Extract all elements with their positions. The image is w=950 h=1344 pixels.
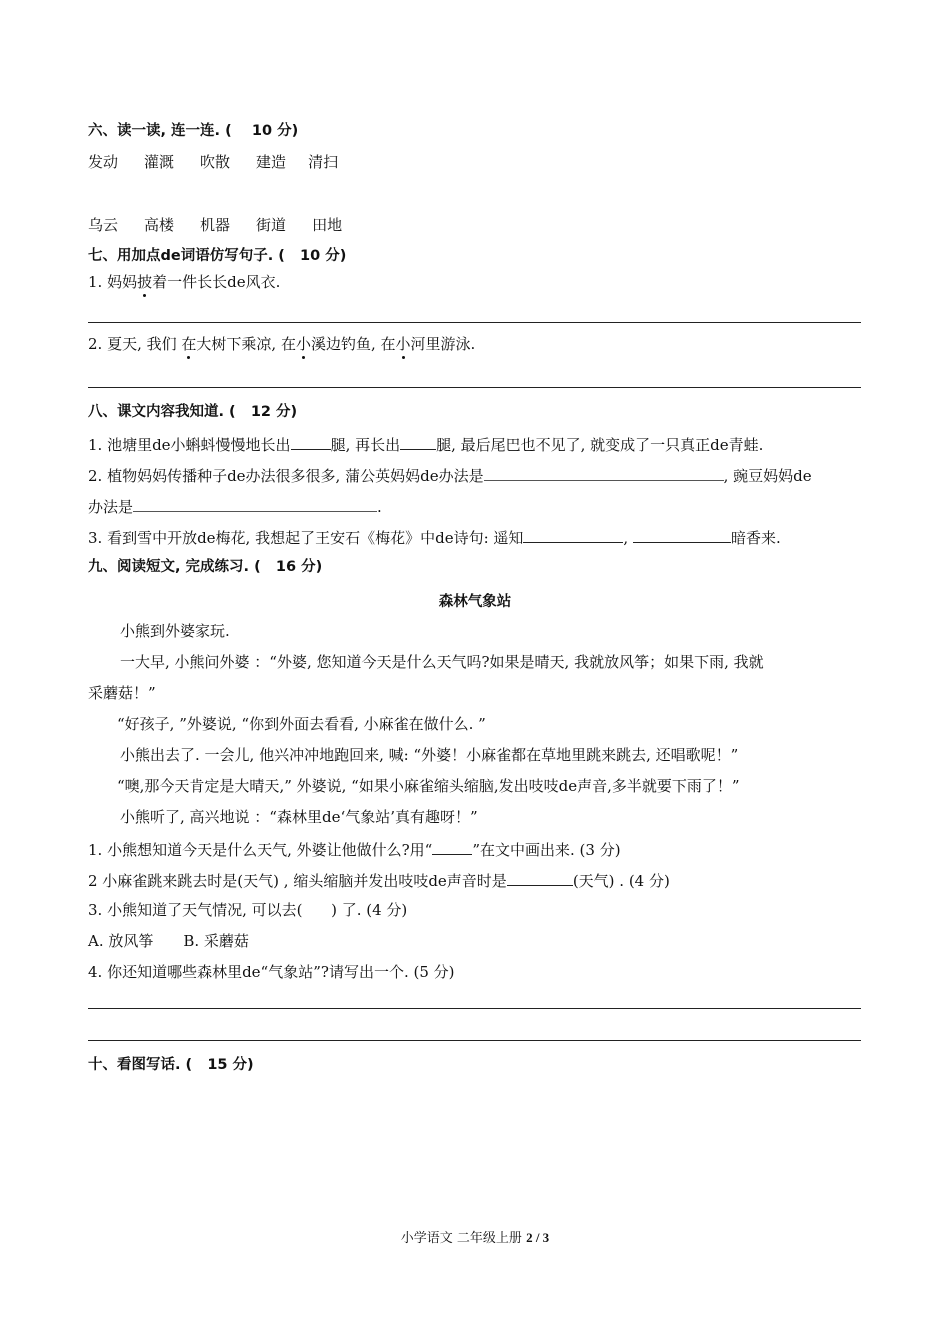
text: 办法是 [88,498,134,516]
passage-paragraph: 小熊出去了. 一会儿, 他兴冲冲地跑回来, 喊: “外婆！小麻雀都在草地里跳来跳去, 还唱歌呢！” [120,746,739,764]
fill-blank[interactable] [432,838,472,855]
text: 2 小麻雀跳来跳去时是(天气) , 缩头缩脑并发出吱吱de声音时是 [88,872,507,890]
passage-paragraph: 一大早, 小熊问外婆 ：“外婆, 您知道今天是什么天气吗?如果是晴天, 我就放风筝；如果下雨, 我就 [120,653,764,671]
text: . [377,498,382,516]
text: 大树下乘凉, 在 [196,335,296,353]
s9-question-4: 4. 你还知道哪些森林里de“气象站”?请写出一个. (5 分) [88,963,455,981]
passage-title: 森林气象站 [438,594,512,610]
text: 河里游泳. [410,335,476,353]
text: 1. 池塘里de小蝌蚪慢慢地长出 [88,436,291,454]
section-8-heading: 八、课文内容我知道. ( 12 分) [88,404,298,420]
fill-blank[interactable] [507,869,573,886]
word-item[interactable]: 吹散 [200,153,231,171]
dotted-word: 披 [137,273,153,291]
page-footer [0,1227,950,1246]
passage-paragraph: 小熊听了, 高兴地说 ：“森林里de‘气象站’真有趣呀！” [120,808,478,826]
s7-question-2 [88,334,475,354]
text: ”在文中画出来. (3 分) [472,841,621,859]
text: 着一件长长de风衣. [152,273,281,291]
s9-question-2 [88,869,670,891]
option-b[interactable]: B. 采蘑菇 [183,932,249,950]
page-number: 2 / 3 [526,1230,550,1245]
text: 暗香来. [730,529,781,547]
word-item[interactable]: 田地 [312,216,343,234]
section-9-heading: 九、阅读短文, 完成练习. ( 16 分) [88,559,323,575]
s7-question-1 [88,272,280,292]
s8-question-1 [88,433,763,455]
word-item[interactable]: 发动 [88,153,119,171]
answer-line[interactable] [88,1008,861,1009]
section-10-heading: 十、看图写话. ( 15 分) [88,1057,254,1073]
footer-text: 小学语文 二年级上册 [400,1231,527,1246]
passage-paragraph: “好孩子, ”外婆说, “你到外面去看看, 小麻雀在做什么. ” [117,715,486,733]
word-row-verbs [88,152,364,172]
s8-question-3 [88,526,781,548]
s8-question-2-cont [88,495,382,517]
dotted-word: 小 [295,335,311,353]
s9-question-1 [88,838,621,860]
s8-question-2 [88,464,812,486]
word-item[interactable]: 建造 [256,153,287,171]
text: 3. 看到雪中开放de梅花, 我想起了王安石《梅花》中de诗句: 遥知 [88,529,524,547]
section-6-heading: 六、读一读, 连一连. ( 10 分) [88,123,299,139]
word-item[interactable]: 街道 [256,216,287,234]
word-item[interactable]: 高楼 [144,216,175,234]
answer-line[interactable] [88,322,861,323]
text: (天气) . (4 分) [572,872,670,890]
text: , [623,529,633,547]
section-7-heading: 七、用加点de词语仿写句子. ( 10 分) [88,248,347,264]
text: 1. 小熊想知道今天是什么天气, 外婆让他做什么?用“ [88,841,433,859]
fill-blank[interactable] [523,526,623,543]
text: 1. 妈妈 [88,273,138,291]
dotted-word: 在 [181,335,197,353]
word-item[interactable]: 乌云 [88,216,119,234]
word-item[interactable]: 机器 [200,216,231,234]
passage-paragraph: 小熊到外婆家玩. [120,622,230,640]
word-item[interactable]: 灌溉 [144,153,175,171]
dotted-word: 小 [395,335,411,353]
fill-blank[interactable] [400,433,436,450]
option-a[interactable]: A. 放风筝 [88,932,154,950]
text: 腿, 最后尾巴也不见了, 就变成了一只真正de青蛙. [436,436,764,454]
s9-question-3: 3. 小熊知道了天气情况, 可以去( ) 了. (4 分) [88,901,408,919]
text: 2. 夏天, 我们 [88,335,182,353]
fill-blank[interactable] [633,526,731,543]
text: 溪边钓鱼, 在 [310,335,396,353]
text: , 豌豆妈妈de [723,467,812,485]
text: 2. 植物妈妈传播种子de办法很多很多, 蒲公英妈妈de办法是 [88,467,484,485]
word-item[interactable]: 清扫 [308,153,339,171]
word-row-nouns [88,215,368,235]
fill-blank[interactable] [484,464,724,481]
fill-blank[interactable] [291,433,331,450]
answer-line[interactable] [88,387,861,388]
fill-blank[interactable] [133,495,377,512]
answer-line[interactable] [88,1040,861,1041]
text: 腿, 再长出 [330,436,401,454]
passage-paragraph: “噢,那今天肯定是大晴天,” 外婆说, “如果小麻雀缩头缩脑,发出吱吱de声音,多半就要下雨了！” [117,777,740,795]
s9-question-3-options [88,931,249,951]
passage-paragraph-cont: 采蘑菇！” [88,684,156,702]
